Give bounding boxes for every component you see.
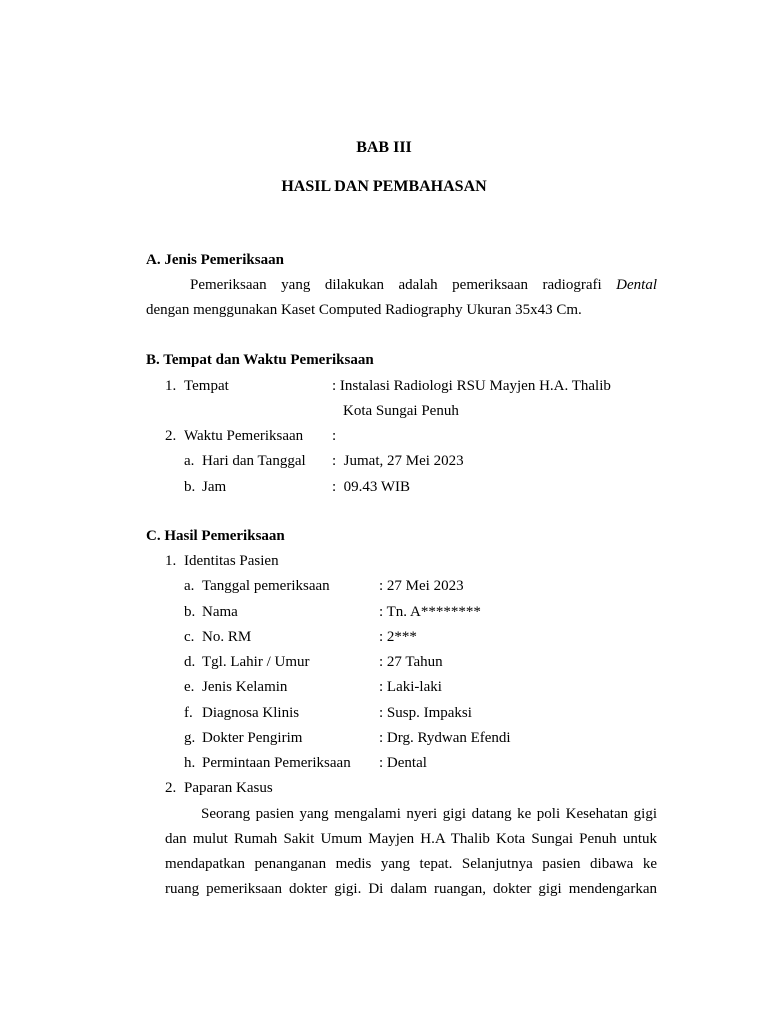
section-b-heading: B. Tempat dan Waktu Pemeriksaan [146, 352, 374, 368]
identity-letter: g. [184, 730, 196, 746]
identity-letter: a. [184, 578, 195, 594]
sub-label-jam: Jam [202, 479, 227, 495]
identity-label: Dokter Pengirim [202, 730, 303, 746]
section-c-heading: C. Hasil Pemeriksaan [146, 528, 285, 544]
sub-value-hari-tanggal: : Jumat, 27 Mei 2023 [332, 453, 464, 469]
identity-label: Tanggal pemeriksaan [202, 578, 330, 594]
identity-value: : Susp. Impaksi [379, 705, 472, 721]
identity-value: : 27 Mei 2023 [379, 578, 464, 594]
identity-label: No. RM [202, 629, 252, 645]
identity-label: Nama [202, 604, 238, 620]
list-number: 2. [165, 780, 177, 796]
identity-label: Jenis Kelamin [202, 679, 288, 695]
item-value-tempat: : Instalasi Radiologi RSU Mayjen H.A. Thalib [332, 378, 611, 394]
identity-letter: b. [184, 604, 196, 620]
case-paragraph-line: ruang pemeriksaan dokter gigi. Di dalam ruangan, dokter gigi mendengarkan [165, 881, 657, 897]
sub-label-hari-tanggal: Hari dan Tanggal [202, 453, 306, 469]
case-paragraph-line: mendapatkan penanganan medis yang tepat. Selanjutnya pasien dibawa ke [165, 856, 657, 872]
list-number: 1. [165, 553, 177, 569]
section-a-italic-term: Dental [616, 277, 657, 293]
list-number: 1. [165, 378, 177, 394]
item-label-waktu: Waktu Pemeriksaan [184, 428, 304, 444]
identity-label: Diagnosa Klinis [202, 705, 300, 721]
identity-label: Permintaan Pemeriksaan [202, 755, 351, 771]
sub-value-jam: : 09.43 WIB [332, 479, 411, 495]
identity-value: : Laki-laki [379, 679, 442, 695]
identity-letter: f. [184, 705, 193, 721]
identity-value: : 27 Tahun [379, 654, 443, 670]
identity-value: : Dental [379, 755, 427, 771]
chapter-number: BAB III [356, 139, 412, 156]
identity-value: : Drg. Rydwan Efendi [379, 730, 511, 746]
sub-letter: a. [184, 453, 195, 469]
case-paragraph-line: dan mulut Rumah Sakit Umum Mayjen H.A Thalib Kota Sungai Penuh untuk [165, 831, 657, 847]
item-value-tempat-cont: Kota Sungai Penuh [343, 403, 459, 419]
identity-label: Tgl. Lahir / Umur [202, 654, 310, 670]
case-paragraph-line: Seorang pasien yang mengalami nyeri gigi datang ke poli Kesehatan gigi [201, 806, 657, 822]
identity-value: : 2*** [379, 629, 417, 645]
section-a-para-line2: dengan menggunakan Kaset Computed Radiography Ukuran 35x43 Cm. [146, 302, 582, 318]
chapter-title: HASIL DAN PEMBAHASAN [281, 178, 487, 195]
section-a-para-text: Pemeriksaan yang dilakukan adalah pemeriksaan radiografi [190, 277, 602, 293]
item-colon-waktu: : [332, 428, 337, 444]
section-a-para-line1 [190, 276, 657, 294]
sub-letter: b. [184, 479, 196, 495]
item-label-tempat: Tempat [184, 378, 229, 394]
item-label-identitas: Identitas Pasien [184, 553, 279, 569]
identity-value: : Tn. A******** [379, 604, 481, 620]
identity-letter: c. [184, 629, 195, 645]
section-a-heading: A. Jenis Pemeriksaan [146, 252, 284, 268]
item-label-paparan: Paparan Kasus [184, 780, 273, 796]
identity-letter: h. [184, 755, 196, 771]
identity-letter: d. [184, 654, 196, 670]
identity-letter: e. [184, 679, 195, 695]
list-number: 2. [165, 428, 177, 444]
